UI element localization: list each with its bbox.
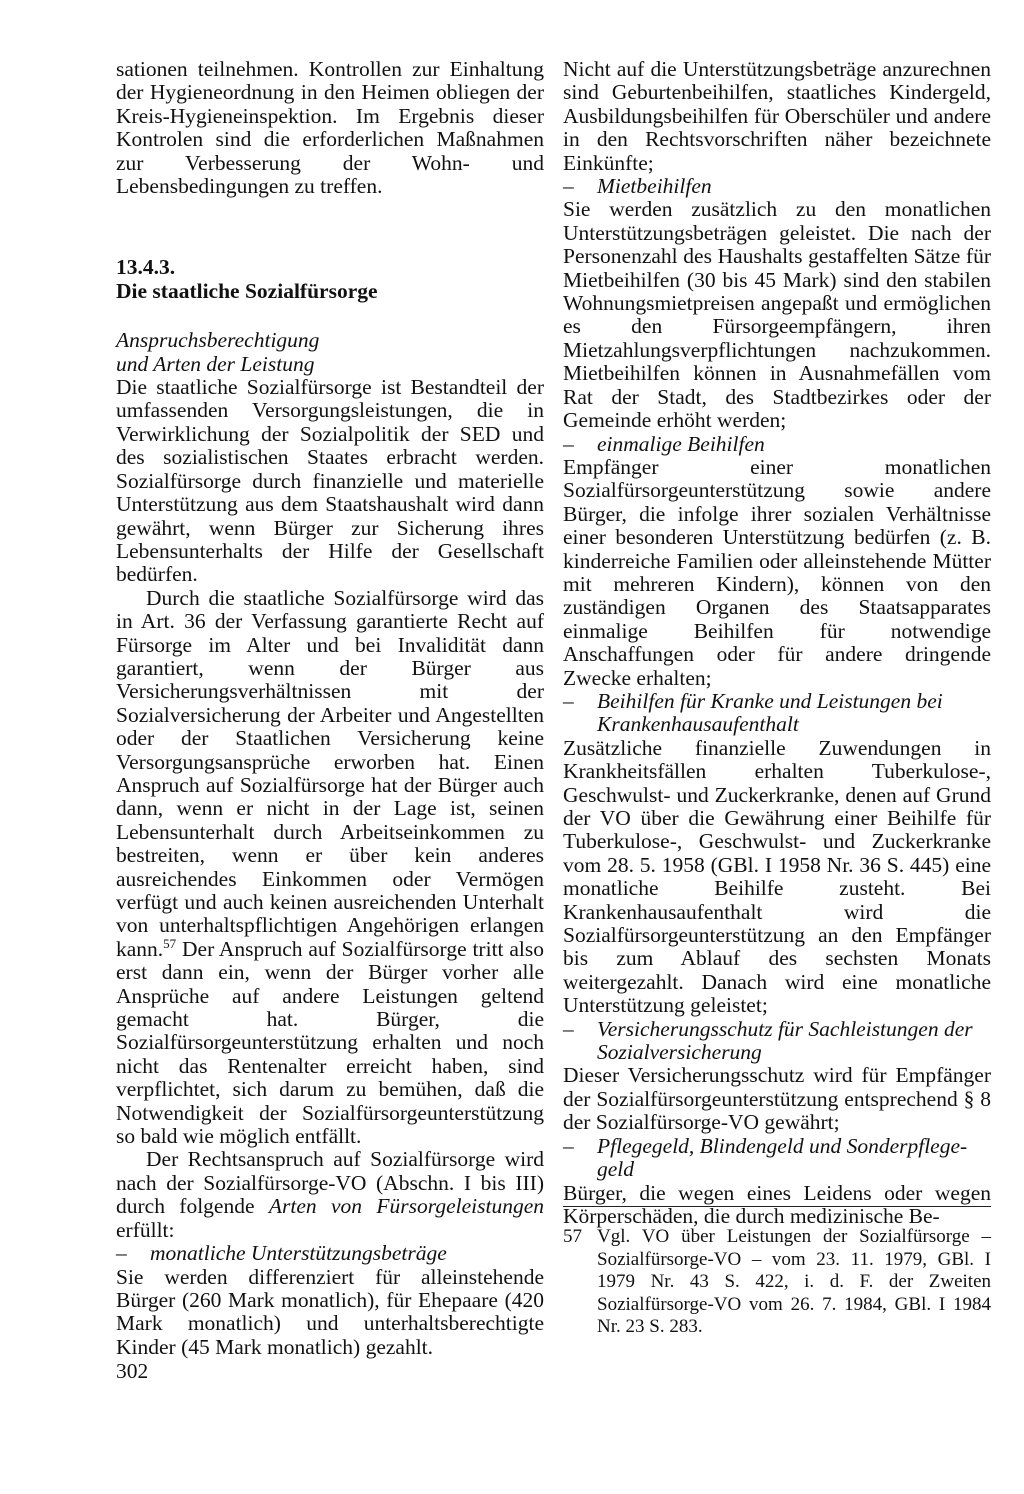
list-item-4-label-1: Beihilfen für Kranke und Leistungen bei [597,688,943,713]
section-title: Die staatliche Sozialfürsorge [116,278,378,303]
list-item-3-label: einmalige Beihilfen [597,431,765,456]
list-item-1-label: monatliche Unterstützungsbeträge [150,1241,447,1266]
list-item-6-text: Bürger, die wegen eines Leidens oder wegen Körperschäden, die durch medizinische Be- [563,1180,991,1228]
list-item-6-title [563,1135,991,1182]
subheading-line-2: und Arten der Leistung [116,351,315,376]
dash-marker: – [116,1241,127,1266]
list-item-3-text: Empfänger einer monatlichen Sozialfürsorgeunterstützung sowie andere Bürger, die infolge ihrer sozialen Verhältnisse einer besonderen Unterstützung bedürfen (z. B. kinderreiche Familien oder alleinstehende Mütter mit mehreren Kindern), können von den zuständigen Organen des Staatsapparates einmalige Beihilfen für notwendige Anschaffungen oder für andere dringende Zwecke erhalten; [563,454,991,690]
footnote [563,1226,991,1339]
list-item-1-text: Sie werden differenziert für alleinstehende Bürger (260 Mark monatlich), für Ehepaare (420 Mark monatlich) und unterhaltsberechtigte Kinder (45 Mark monatlich) gezahlt. [116,1264,544,1359]
list-item-2-text: Sie werden zusätzlich zu den monatlichen Unterstützungsbeträgen geleistet. Die nach der Personenzahl des Haushalts gestaffelten Sätze für Mietbeihilfen (30 bis 45 Mark) sind den stabilen Wohnungsmietpreisen angepaßt und ermöglichen es den Fürsorgeempfängern, ihren Mietzahlungsverpflichtungen nachzukommen. Mietbeihilfen können in Ausnahmefällen vom Rat der Stadt, des Stadtbezirkes oder der Gemeinde erhöht werden; [563,197,991,433]
subheading-line-1: Anspruchsberechtigung [116,328,320,353]
list-item-5-text: Dieser Versicherungsschutz wird für Empfänger der Sozialfürsorgeunterstützung entsprechend § 8 der Sozialfürsorge-VO gewährt; [563,1063,991,1135]
footnote-divider [563,1206,991,1207]
list-item-1-title [116,1242,544,1265]
dash-marker: – [563,431,574,456]
page-number: 302 [116,1359,149,1383]
dash-marker: – [563,174,574,199]
footnote-number: 57 [563,1226,582,1247]
paragraph-3-text-a: Der Rechtsanspruch auf Sozialfürsorge wird nach der Sozialfürsorge-VO (Abschn. I bis III) durch folgende [116,1147,544,1219]
footnote-text: Vgl. VO über Leistungen der Sozialfürsorge – Sozialfürsorge-VO – vom 23. 11. 1979, GBl. I 1979 Nr. 43 S. 422, i. d. F. der Zweiten Sozialfürsorge-VO vom 26. 7. 1984, GBl. I 1984 Nr. 23 S. 283. [597,1226,991,1337]
list-item-5-title [563,1018,991,1065]
list-item-2-title [563,175,991,198]
section-number: 13.4.3. [116,255,176,280]
footnote-reference: 57 [163,935,177,951]
paragraph-2-text: Durch die staatliche Sozialfürsorge wird das in Art. 36 der Verfassung garantierte Recht auf Fürsorge im Alter und bei Invalidität dann garantiert, wenn der Bürger aus Versicherungsverhältnissen mit der Sozialversicherung der Arbeiter und Angestellten oder der Staatlichen Versicherung keine Versorgungsansprüche erworben hat. Einen Anspruch auf Sozialfürsorge hat der Bürger auch dann, wenn er nicht in der Lage ist, seinen Lebensunterhalt durch Arbeitseinkommen zu bestreiten, wenn er über kein anderes ausreichendes Einkommen oder Vermögen verfügt und auch keinen ausreichenden Unterhalt von unterhaltspflichtigen Angehörigen erlangen kann. [116,585,544,961]
left-column [116,58,544,1359]
dash-marker: – [563,1016,574,1041]
list-item-4-label-2: Krankenhausaufenthalt [597,712,799,737]
intro-paragraph: sationen teilnehmen. Kontrollen zur Einhaltung der Hygieneordnung in den Heimen obliegen der Kreis-Hygieneinspektion. Im Ergebnis dieser Kontrolen sind die erforderlichen Maßnahmen zur Verbesserung der Wohn- und Lebensbedingungen zu treffen. [116,57,544,199]
right-column [563,58,991,1228]
dash-marker: – [563,1133,574,1158]
list-item-2-label: Mietbeihilfen [597,174,712,199]
paragraph-3 [116,1148,544,1242]
list-item-6-label-2: geld [597,1157,635,1182]
paragraph-3-italic: Arten von Fürsorgeleistungen [268,1194,544,1219]
list-item-5-label-1: Versicherungsschutz für Sachleistungen der [597,1016,973,1041]
paragraph-3-text-b: erfüllt: [116,1217,175,1242]
dash-marker: – [563,688,574,713]
paragraph-2-continuation: Der Anspruch auf Sozialfürsorge tritt also erst dann ein, wenn der Bürger vorher alle Ansprüche auf andere Leistungen geltend gemacht hat. Bürger, die Sozialfürsorgeunterstützung erhalten und noch nicht das Rentenalter erreicht haben, sind verpflichtet, sich darum zu bemühen, daß die Notwendigkeit der Sozialfürsorgeunterstützung so bald wie möglich entfällt. [116,936,544,1149]
list-item-6-label-1: Pflegegeld, Blindengeld und Sonderpflege- [597,1133,968,1158]
list-item-5-label-2: Sozialversicherung [597,1040,762,1065]
list-item-3-title [563,433,991,456]
list-item-4-title [563,690,991,737]
list-item-1-continuation: Nicht auf die Unterstützungsbeträge anzurechnen sind Geburtenbeihilfen, staatliches Kindergeld, Ausbildungsbeihilfen für Oberschüler und andere in den Rechtsvorschriften näher bezeichnete Einkünfte; [563,57,991,175]
paragraph-1: Die staatliche Sozialfürsorge ist Bestandteil der umfassenden Versorgungsleistungen, die in Verwirklichung der Sozialpolitik der SED und des sozialistischen Staates erbracht werden. Sozialfürsorge durch finanzielle und materielle Unterstützung aus dem Staatshaushalt wird dann gewährt, wenn Bürger zur Sicherung ihres Lebensunterhalts der Hilfe der Gesellschaft bedürfen. [116,375,544,587]
list-item-4-text: Zusätzliche finanzielle Zuwendungen in Krankheitsfällen erhalten Tuberkulose-, Geschwulst- und Zuckerkranke, denen auf Grund der VO über die Gewährung einer Beihilfe für Tuberkulose-, Geschwulst- und Zuckerkranke vom 28. 5. 1958 (GBl. I 1958 Nr. 36 S. 445) eine monatliche Beihilfe zusteht. Bei Krankenhausaufenthalt wird die Sozialfürsorgeunterstützung an den Empfänger bis zum Ablauf des sechsten Monats weitergezahlt. Danach wird eine monatliche Unterstützung geleistet; [563,735,991,1018]
paragraph-2 [116,587,544,1149]
